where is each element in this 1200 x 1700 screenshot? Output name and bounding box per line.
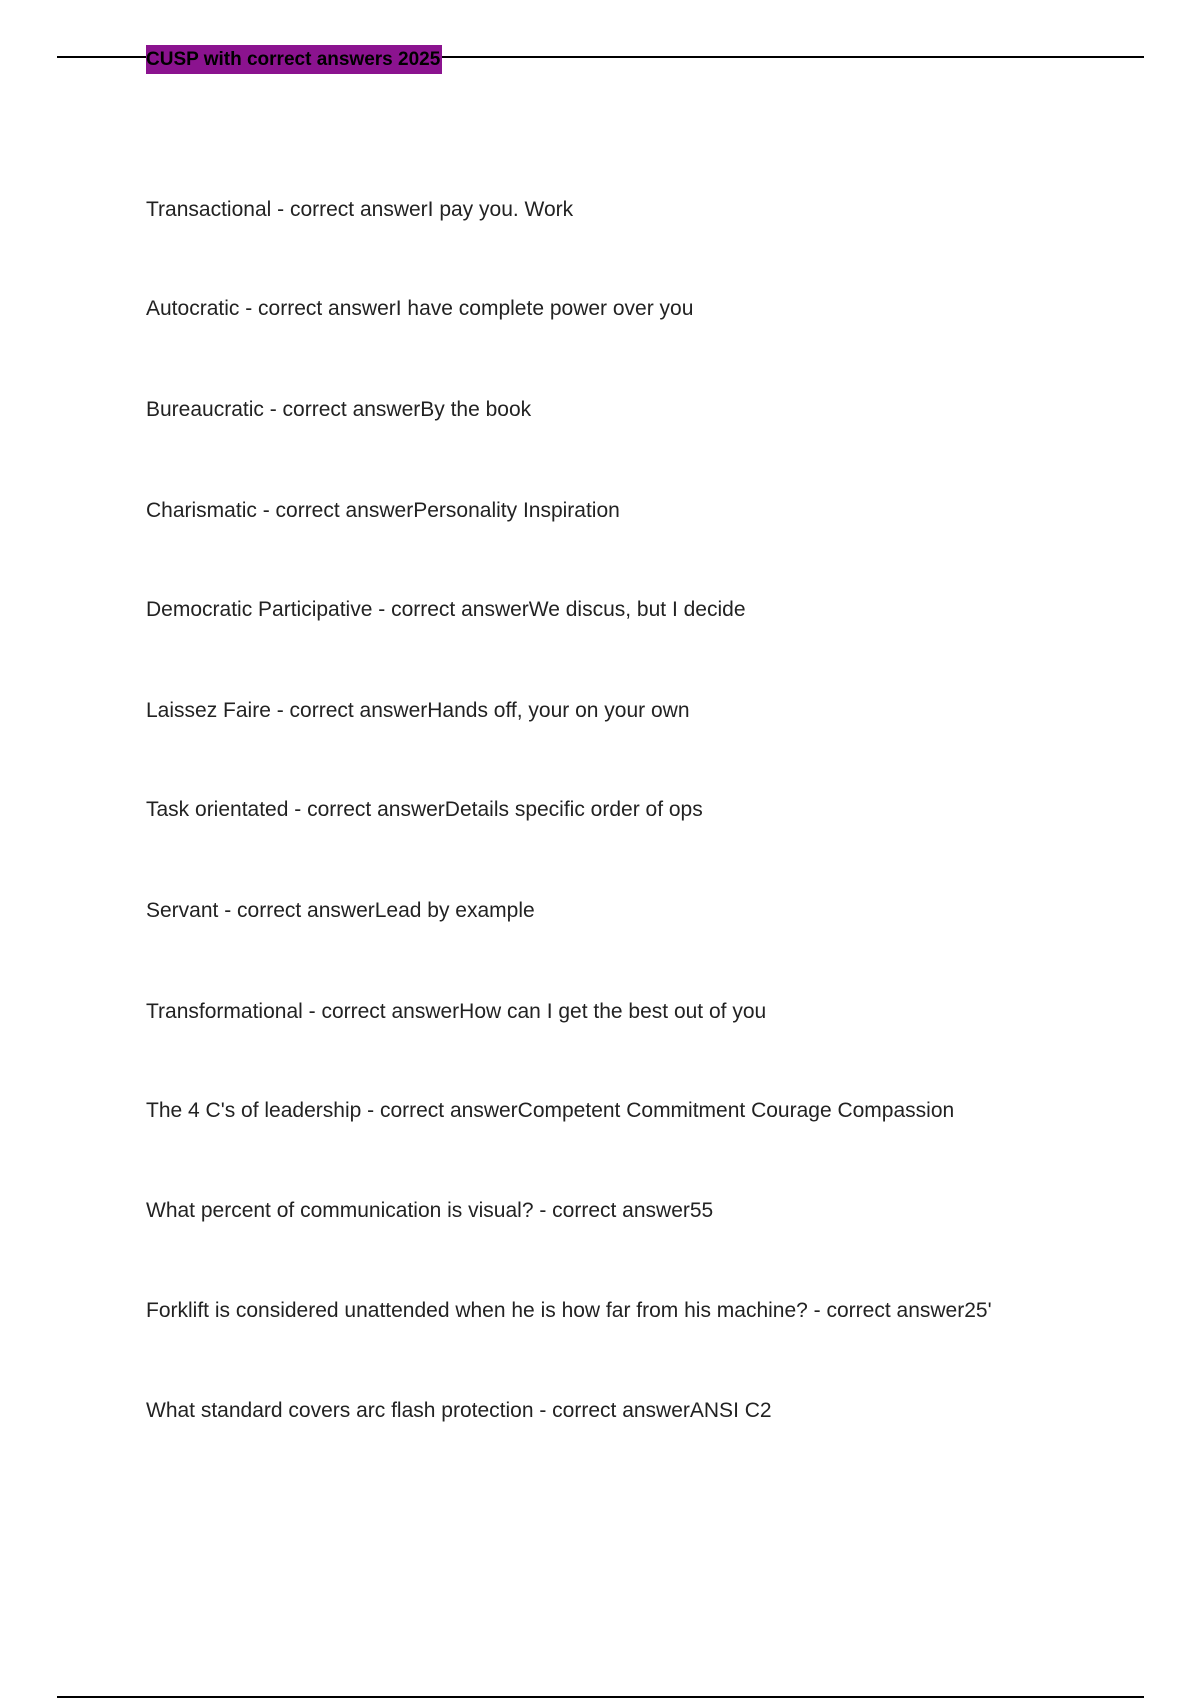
qa-item: Forklift is considered unattended when he is how far from his machine? - correct answer25'	[146, 1299, 992, 1322]
qa-item: Transformational - correct answerHow can I get the best out of you	[146, 1000, 767, 1023]
qa-item: Democratic Participative - correct answerWe discus, but I decide	[146, 598, 746, 621]
qa-item: Servant - correct answerLead by example	[146, 899, 535, 922]
qa-item: Autocratic - correct answerI have complete power over you	[146, 297, 694, 320]
qa-item: Task orientated - correct answerDetails specific order of ops	[146, 798, 703, 821]
qa-item: What percent of communication is visual? - correct answer55	[146, 1199, 714, 1222]
qa-item: The 4 C's of leadership - correct answerCompetent Commitment Courage Compassion	[146, 1099, 955, 1122]
document-title: CUSP with correct answers 2025	[146, 45, 442, 74]
qa-item: Bureaucratic - correct answerBy the book	[146, 398, 532, 421]
qa-item: Laissez Faire - correct answerHands off, your on your own	[146, 699, 690, 722]
qa-item: What standard covers arc flash protection - correct answerANSI C2	[146, 1399, 772, 1422]
qa-item: Charismatic - correct answerPersonality Inspiration	[146, 499, 620, 522]
qa-item: Transactional - correct answerI pay you. Work	[146, 198, 574, 221]
footer-rule	[57, 1696, 1144, 1698]
